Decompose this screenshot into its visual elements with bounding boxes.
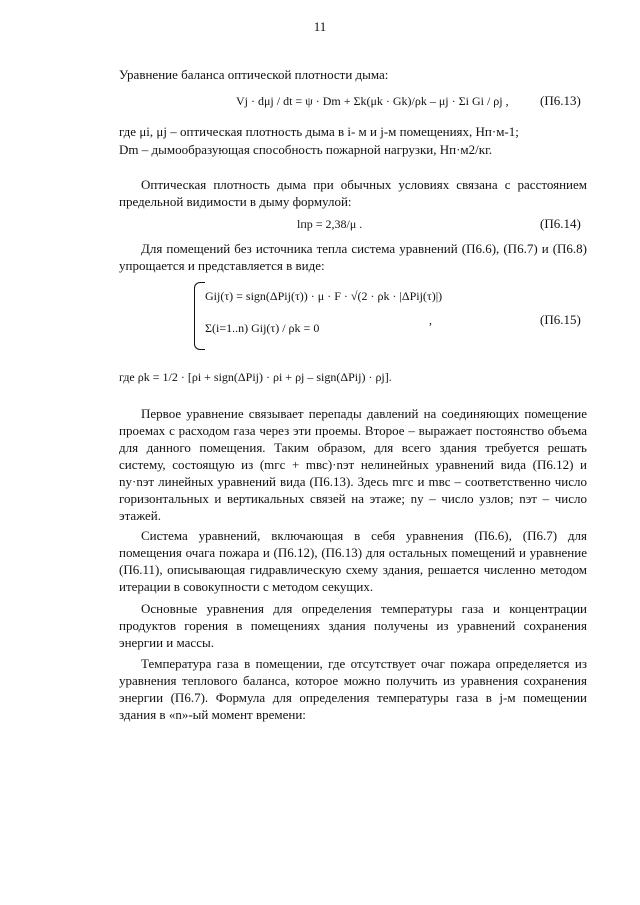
paragraph-gas-temperature: Температура газа в помещении, где отсутствует очаг пожара определяется из уравнения теплового баланса, которое можно получить из уравнения сохранения энергии (П6.7). Формула для определения температуры газа в j-м помещении здания в «n»-ый момент времени:: [119, 656, 587, 722]
equation-p6-14-number: (П6.14): [540, 216, 581, 231]
paragraph-visibility: Оптическая плотность дыма при обычных условиях связана с расстоянием предельной видимости в дыму формулой:: [119, 177, 587, 209]
definition-smoke-generation: Dm – дымообразующая способность пожарной нагрузки, Нп·м2/кг.: [119, 142, 493, 157]
definition-optical-density: где μi, μj – оптическая плотность дыма в i- м и j-м помещениях, Нп·м-1;: [119, 124, 519, 139]
equation-p6-13-formula: Vj · dμj / dt = ψ · Dm + Σk(μk · Gk)/ρk – μj · Σi Gi / ρj ,: [236, 94, 509, 108]
paragraph-basic-equations: Основные уравнения для определения температуры газа и концентрации продуктов горения в помещениях здания получены из уравнений сохранения энергии и массы.: [119, 601, 587, 650]
equation-p6-15-comma: ,: [429, 313, 432, 327]
equation-p6-13: [236, 93, 509, 110]
equation-system-brace: [194, 282, 205, 350]
paragraph-first-equation: Первое уравнение связывает перепады давлений на соединяющих помещение проемах с расходом газа через эти проемы. Второе – выражает постоянство объема для данного помещения. Таким образом, для всего здания требуется решать систему, состоящую из (mгс + mвс)·nэт нелинейных уравнений вида (П6.12) и nу·nэт линейных уравнений вида (П6.13). Здесь mгс и mвс – соответственно число горизонтальных и вертикальных связей на этаже; nу – число узлов; nэт – число этажей.: [119, 406, 587, 523]
equation-p6-13-number: (П6.13): [540, 93, 581, 108]
paragraph-equation-system: Система уравнений, включающая в себя уравнения (П6.6), (П6.7) для помещения очага пожара и (П6.12), (П6.13) для остальных помещений и уравнение (П6.11), описывающая гидравлическую схему здания, решается численно методом итерации в совокупности с методом секущих.: [119, 528, 587, 594]
equation-p6-15-line2: Σ(i=1..n) Gij(τ) / ρk = 0: [205, 321, 320, 335]
equation-p6-14: lпр = 2,38/μ .: [297, 217, 363, 231]
page-number: 11: [313, 19, 327, 34]
equation-p6-15-line1: Gij(τ) = sign(ΔPij(τ)) · μ · F · √(2 · ρk · |ΔPij(τ)|): [205, 289, 443, 303]
equation-rho-k: где ρk = 1/2 · [ρi + sign(ΔPij) · ρi + ρj – sign(ΔPij) · ρj].: [119, 370, 392, 384]
paragraph-system-simplified: Для помещений без источника тепла система уравнений (П6.6), (П6.7) и (П6.8) упрощается и представляется в виде:: [119, 241, 587, 273]
equation-p6-15-number: (П6.15): [540, 312, 581, 327]
paragraph-smoke-balance-intro: Уравнение баланса оптической плотности дыма:: [119, 67, 389, 82]
